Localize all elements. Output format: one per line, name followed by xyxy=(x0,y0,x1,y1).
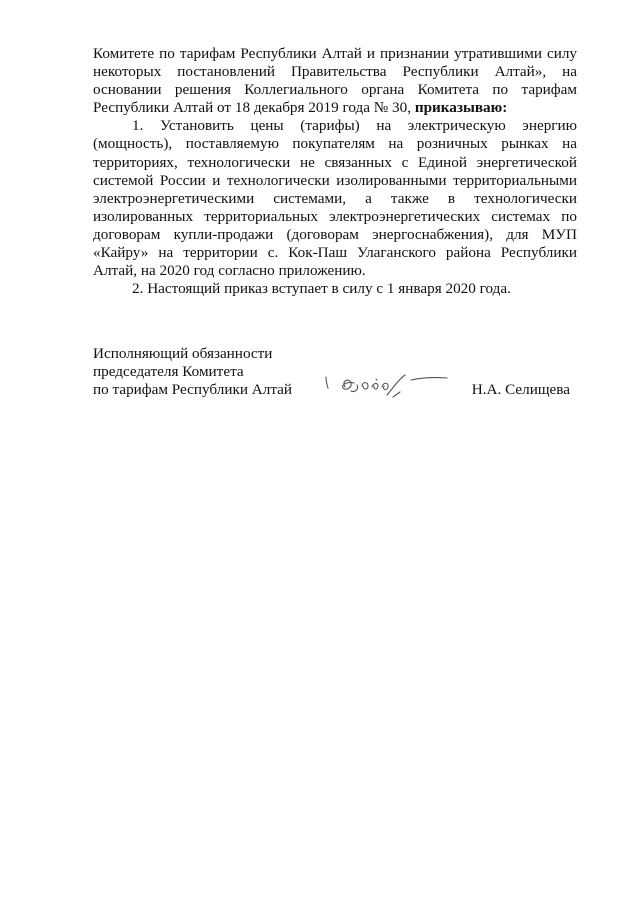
paragraph-item-1: 1. Установить цены (тарифы) на электрическую энергию (мощность), поставляемую покупателям на розничных рынках на территориях, технологически не связанных с Единой энергетической системой России и технологически изолированными территориальными электроэнергетическими системами, а также в технологически изолированных территориальных электроэнергетических системах по договорам купли-продажи (договорам энергоснабжения), для МУП «Кайру» на территории с. Кок-Паш Улаганского района Республики Алтай, на 2020 год согласно приложению. xyxy=(93,117,577,280)
signatory-name: Н.А. Селищева xyxy=(471,381,570,398)
signatory-position-line-1: Исполняющий обязанности xyxy=(93,345,273,362)
preamble-order-word: приказываю: xyxy=(414,99,508,117)
paragraph-preamble xyxy=(93,45,577,117)
signatory-position-line-3: по тарифам Республики Алтай xyxy=(93,381,293,398)
handwritten-signature xyxy=(321,371,453,403)
paragraph-item-2: 2. Настоящий приказ вступает в силу с 1 января 2020 года. xyxy=(132,280,511,298)
document-body xyxy=(93,45,577,298)
signatory-position-line-2: председателя Комитета xyxy=(93,363,244,380)
signature-block xyxy=(93,345,577,405)
preamble-text: Комитете по тарифам Республики Алтай и признании утратившими силу некоторых постановлений Правительства Республики Алтай», на основании решения Коллегиального органа Комитета по тарифам Республики Алтай от 18 декабря 2019 года № 30, xyxy=(93,45,577,117)
